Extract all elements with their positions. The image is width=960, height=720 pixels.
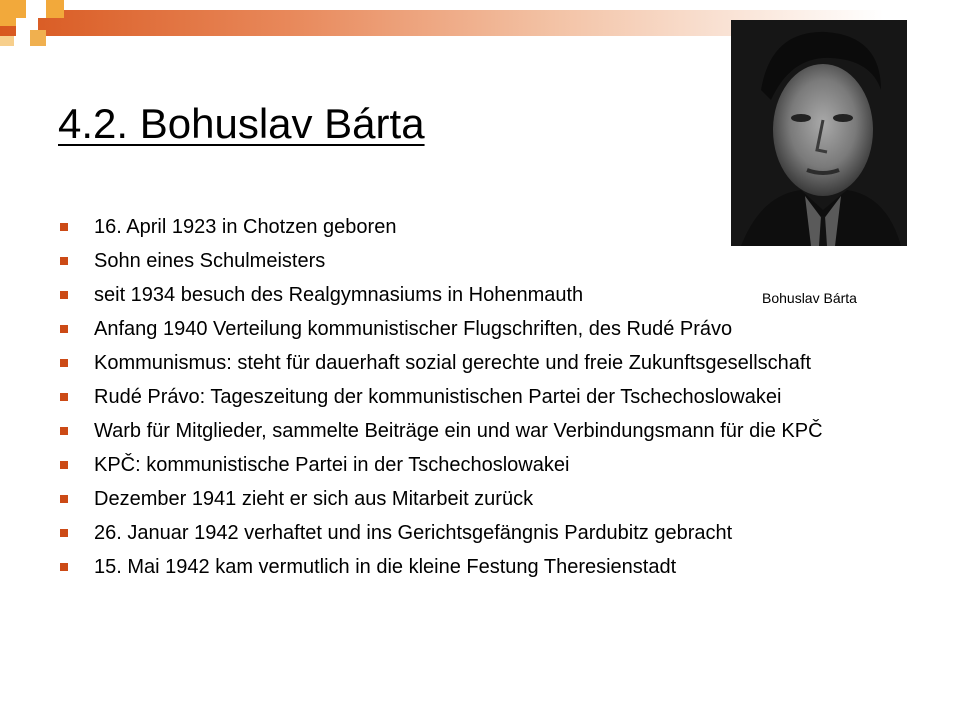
- decorative-square: [46, 0, 64, 18]
- bullet-icon: [60, 529, 68, 537]
- list-item: [58, 485, 908, 514]
- list-item: [58, 247, 908, 276]
- list-item: [58, 315, 908, 344]
- bullet-icon: [60, 359, 68, 367]
- list-item: [58, 451, 908, 480]
- list-item: [58, 417, 908, 446]
- list-item: [58, 383, 814, 412]
- bullet-icon: [60, 223, 68, 231]
- bullet-icon: [60, 325, 68, 333]
- decorative-square: [0, 36, 14, 46]
- list-item: [58, 519, 908, 548]
- bullet-icon: [60, 461, 68, 469]
- list-item: [58, 213, 908, 242]
- bullet-text: Warb für Mitglieder, sammelte Beiträge ein und war Verbindungsmann für die KPČ: [94, 420, 823, 442]
- list-item: [58, 553, 908, 582]
- bullet-icon: [60, 393, 68, 401]
- photo-caption: Bohuslav Bárta: [762, 290, 857, 306]
- bullet-icon: [60, 495, 68, 503]
- bullet-icon: [60, 257, 68, 265]
- decorative-square: [26, 0, 46, 18]
- slide-title: 4.2. Bohuslav Bárta: [58, 100, 425, 147]
- bullet-text: KPČ: kommunistische Partei in der Tschechoslowakei: [94, 454, 570, 476]
- bullet-text: Dezember 1941 zieht er sich aus Mitarbeit zurück: [94, 488, 534, 510]
- bullet-icon: [60, 563, 68, 571]
- bullet-list: [58, 213, 908, 587]
- bullet-text: Sohn eines Schulmeisters: [94, 250, 326, 272]
- bullet-text: 26. Januar 1942 verhaftet und ins Gerichtsgefängnis Pardubitz gebracht: [94, 522, 733, 544]
- list-item: [58, 349, 814, 378]
- bullet-text: seit 1934 besuch des Realgymnasiums in Hohenmauth: [94, 284, 584, 306]
- bullet-text: Kommunismus: steht für dauerhaft sozial gerechte und freie Zukunftsgesellschaft: [94, 352, 812, 374]
- bullet-text: Anfang 1940 Verteilung kommunistischer Flugschriften, des Rudé Právo: [94, 318, 733, 340]
- decorative-square: [30, 30, 46, 46]
- bullet-text: 15. Mai 1942 kam vermutlich in die kleine Festung Theresienstadt: [94, 556, 677, 578]
- list-item: [58, 281, 908, 310]
- bullet-text: 16. April 1923 in Chotzen geboren: [94, 216, 397, 238]
- bullet-icon: [60, 427, 68, 435]
- bullet-icon: [60, 291, 68, 299]
- bullet-text: Rudé Právo: Tageszeitung der kommunistischen Partei der Tschechoslowakei: [94, 386, 782, 408]
